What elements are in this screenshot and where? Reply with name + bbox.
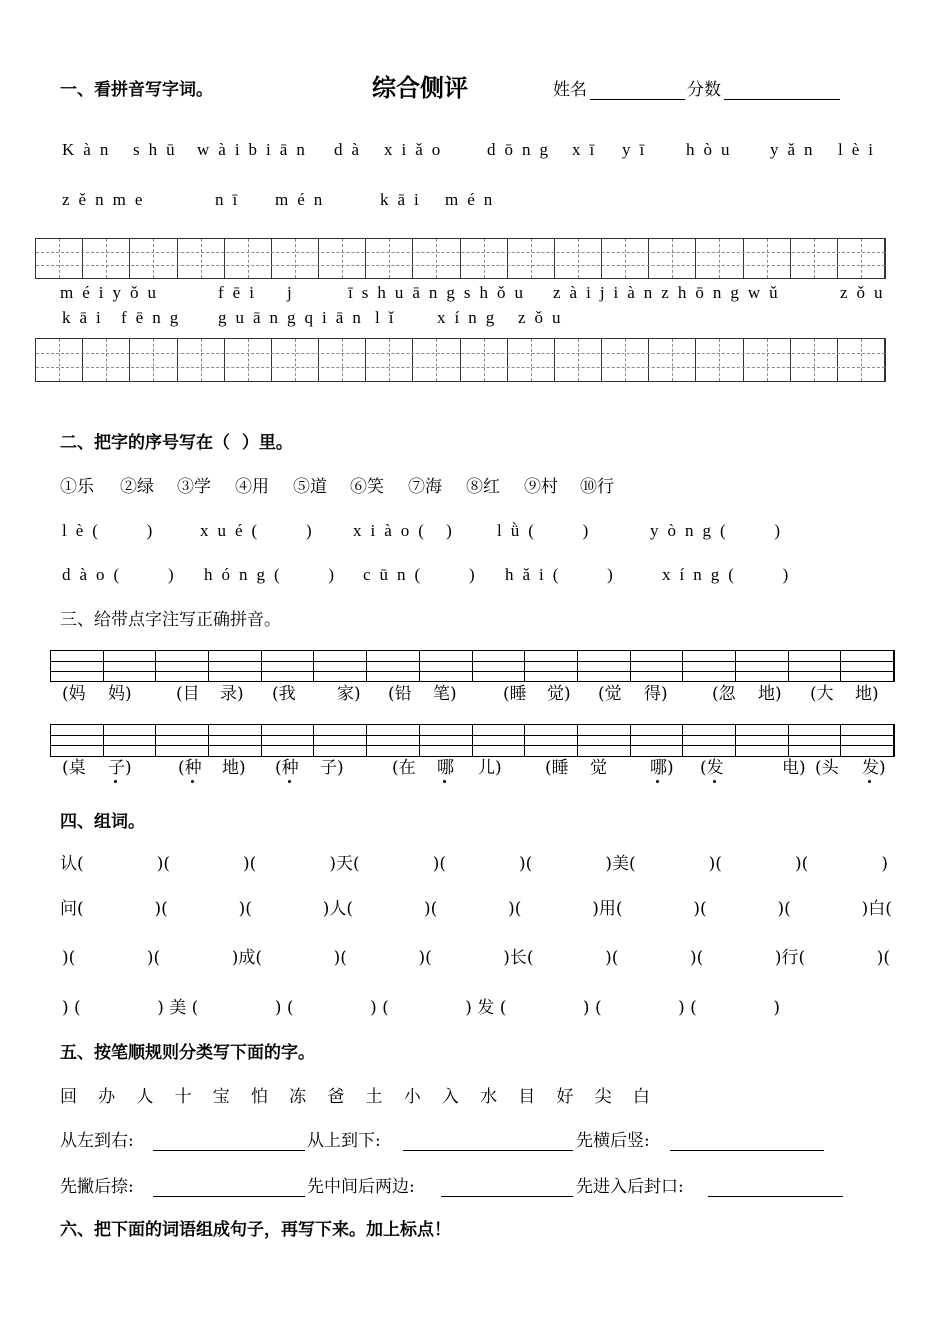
word-building-row	[62, 996, 780, 1020]
pinyin-cell	[209, 651, 262, 681]
word-char: (种	[178, 758, 202, 778]
word-slot: )(	[62, 948, 76, 968]
character: 土	[365, 1087, 383, 1107]
pinyin-word: fēi	[218, 283, 263, 302]
pinyin-cell	[525, 651, 578, 681]
pinyin-answer-slot: xíng( )	[662, 565, 798, 584]
writing-cell	[508, 339, 555, 381]
emphasis-dot	[868, 780, 871, 783]
word-char: (铅	[388, 684, 412, 704]
category-label: 先中间后两边:	[307, 1177, 415, 1197]
character: 尖	[594, 1087, 612, 1107]
section-4-heading: 四、组词。	[60, 812, 145, 832]
score-label: 分数	[687, 80, 721, 100]
word-char: (忽	[712, 684, 736, 704]
emphasis-dot	[656, 780, 659, 783]
pinyin-word: mén	[275, 190, 332, 209]
word-slot: )(	[777, 899, 791, 919]
writing-cell	[555, 339, 602, 381]
word-char: (觉	[598, 684, 622, 704]
writing-cell	[744, 239, 791, 278]
pinyin-cell	[367, 651, 420, 681]
pinyin-word: Kàn	[62, 140, 118, 159]
word-char: 哪)	[650, 758, 674, 778]
writing-cell	[791, 339, 838, 381]
numbered-character: ③学	[177, 477, 211, 497]
writing-cell	[649, 239, 696, 278]
pinyin-word: lǐ	[375, 308, 403, 327]
numbered-character: ⑨村	[524, 477, 558, 497]
answer-blank	[153, 1196, 305, 1197]
word-char: (我	[272, 684, 296, 704]
word-char: 觉	[590, 758, 607, 778]
pinyin-cell	[578, 651, 631, 681]
pinyin-cell	[473, 651, 526, 681]
word-slot: )(	[690, 948, 704, 968]
word-slot: ) 美 (	[157, 998, 199, 1018]
writing-cell	[838, 339, 885, 381]
writing-cell	[838, 239, 885, 278]
writing-cell	[225, 339, 272, 381]
writing-cell	[130, 239, 177, 278]
writing-cell	[366, 239, 413, 278]
pinyin-answer-slot: lǜ( )	[497, 521, 598, 540]
character: 爸	[327, 1087, 345, 1107]
character: 人	[136, 1087, 154, 1107]
word-char: (目	[176, 684, 200, 704]
category-label: 先进入后封口:	[576, 1177, 684, 1197]
pinyin-word: dōng	[487, 140, 557, 159]
guide-line	[36, 367, 885, 368]
pinyin-cell	[736, 725, 789, 756]
emphasis-dot	[443, 780, 446, 783]
writing-cell	[272, 339, 319, 381]
pinyin-cell	[631, 651, 684, 681]
word-slot: )	[773, 998, 780, 1018]
numbered-character: ⑩行	[580, 477, 614, 497]
character: 小	[403, 1087, 421, 1107]
pinyin-word: j	[287, 283, 301, 302]
word-slot: ) (	[274, 998, 294, 1018]
answer-blank	[403, 1150, 573, 1151]
numbered-character: ⑥笑	[350, 477, 384, 497]
word-char: (桌	[62, 758, 86, 778]
guide-line	[51, 745, 894, 746]
word-slot: )行(	[774, 948, 806, 968]
word-slot: )(	[519, 854, 533, 874]
emphasis-dot	[288, 780, 291, 783]
pinyin-answer-slot: xué( )	[200, 521, 321, 540]
word-slot: ) (	[370, 998, 389, 1018]
word-char: 觉)	[547, 684, 571, 704]
pinyin-cell	[314, 651, 367, 681]
section-6-heading: 六、把下面的词语组成句子，再写下来。加上标点！	[60, 1220, 451, 1240]
section-1-heading: 一、看拼音写字词。	[60, 80, 213, 100]
writing-cell	[696, 239, 743, 278]
character: 怕	[250, 1087, 268, 1107]
word-slot: )	[881, 854, 888, 874]
character: 水	[480, 1087, 498, 1107]
writing-cell	[83, 339, 130, 381]
pinyin-word: xíng	[437, 308, 504, 327]
pinyin-word: shū	[133, 140, 184, 159]
pinyin-cell	[683, 651, 736, 681]
answer-blank	[441, 1196, 573, 1197]
word-char: 录)	[220, 684, 244, 704]
pinyin-cell	[104, 725, 157, 756]
character: 白	[632, 1087, 650, 1107]
word-char: (种	[275, 758, 299, 778]
word-slot: )(	[156, 854, 170, 874]
word-slot: )(	[708, 854, 722, 874]
pinyin-word: kāi	[62, 308, 110, 327]
name-label: 姓名	[553, 80, 587, 100]
pinyin-cell	[51, 725, 104, 756]
writing-cell	[461, 339, 508, 381]
word-char: (睡	[503, 684, 527, 704]
answer-blank	[670, 1150, 824, 1151]
numbered-character: ⑦海	[408, 477, 442, 497]
emphasis-dot	[191, 780, 194, 783]
guide-line	[51, 661, 894, 662]
pinyin-cell	[51, 651, 104, 681]
pinyin-word: xiǎo	[384, 140, 450, 159]
word-char: 笔)	[433, 684, 457, 704]
pinyin-cell	[156, 651, 209, 681]
word-char: 地)	[855, 684, 879, 704]
writing-cell	[555, 239, 602, 278]
stroke-order-characters	[60, 1085, 671, 1109]
pinyin-word: zàijiànzhōngwǔ	[553, 283, 787, 302]
numbered-character: ⑧红	[466, 477, 500, 497]
pinyin-answer-slot: lè( )	[62, 521, 162, 540]
word-slot: )(	[243, 854, 257, 874]
word-char: 发)	[862, 758, 886, 778]
guide-line	[51, 735, 894, 736]
writing-cell	[83, 239, 130, 278]
pinyin-word: nī	[215, 190, 247, 209]
writing-cell	[319, 339, 366, 381]
word-building-row	[60, 852, 888, 876]
word-slot: )(	[605, 948, 619, 968]
emphasis-dot	[713, 780, 716, 783]
word-char: 地)	[222, 758, 246, 778]
writing-cell	[319, 239, 366, 278]
word-slot: ) (	[582, 998, 602, 1018]
pinyin-cell	[209, 725, 262, 756]
pinyin-answer-slot: dào( )	[62, 565, 183, 584]
pinyin-grid-2	[50, 724, 895, 757]
word-building-row	[62, 946, 890, 970]
word-slot: )(	[876, 948, 890, 968]
answer-blank	[708, 1196, 843, 1197]
word-char: (睡	[545, 758, 569, 778]
answer-blank	[153, 1150, 305, 1151]
pinyin-word: kāi	[380, 190, 428, 209]
name-blank	[590, 99, 685, 100]
word-char: 地)	[758, 684, 782, 704]
numbered-character: ④用	[235, 477, 269, 497]
word-char: 得)	[644, 684, 668, 704]
score-blank	[724, 99, 840, 100]
writing-cell	[272, 239, 319, 278]
character: 目	[518, 1087, 536, 1107]
word-char: 子)	[320, 758, 344, 778]
character: 冻	[289, 1087, 307, 1107]
word-building-row	[60, 897, 892, 921]
character: 好	[556, 1087, 574, 1107]
writing-cell	[649, 339, 696, 381]
writing-cell	[602, 239, 649, 278]
word-slot: )成(	[231, 948, 262, 968]
word-slot: )白(	[861, 899, 892, 919]
pinyin-cell	[104, 651, 157, 681]
writing-cell	[744, 339, 791, 381]
page-title: 综合侧评	[372, 73, 468, 102]
writing-cell	[225, 239, 272, 278]
word-char: (发	[700, 758, 724, 778]
word-slot: ) 发 (	[465, 998, 507, 1018]
pinyin-word: guāngqiān	[218, 308, 370, 327]
category-label: 先横后竖:	[576, 1131, 650, 1151]
pinyin-cell	[789, 651, 842, 681]
numbered-character: ①乐	[60, 477, 94, 497]
writing-cell	[36, 239, 83, 278]
word-slot: )(	[146, 948, 161, 968]
word-slot: )(	[423, 899, 438, 919]
word-char: 儿)	[478, 758, 502, 778]
pinyin-word: méiyǒu	[60, 283, 165, 302]
word-slot: )(	[693, 899, 707, 919]
word-slot: 问(	[60, 899, 84, 919]
word-char: (妈	[62, 684, 86, 704]
category-label: 从左到右:	[60, 1131, 134, 1151]
pinyin-answer-slot: cūn( )	[363, 565, 484, 584]
guide-line	[36, 265, 885, 266]
word-slot: )人(	[322, 899, 354, 919]
pinyin-cell	[841, 725, 894, 756]
pinyin-word: mén	[445, 190, 502, 209]
writing-cell	[791, 239, 838, 278]
character-grid-1	[35, 238, 886, 279]
word-slot: )天(	[329, 854, 360, 874]
word-char: (头	[815, 758, 839, 778]
word-slot: )用(	[592, 899, 623, 919]
pinyin-cell	[525, 725, 578, 756]
writing-cell	[461, 239, 508, 278]
word-char: 妈)	[108, 684, 132, 704]
pinyin-word: yī	[622, 140, 654, 159]
pinyin-cell	[841, 651, 894, 681]
word-slot: 认(	[60, 854, 84, 874]
pinyin-word: hòu	[686, 140, 739, 159]
writing-cell	[602, 339, 649, 381]
character-grid-2	[35, 338, 886, 382]
pinyin-word: yǎn	[770, 140, 822, 159]
word-slot: )(	[795, 854, 809, 874]
pinyin-cell	[367, 725, 420, 756]
pinyin-grid-1	[50, 650, 895, 682]
pinyin-cell	[789, 725, 842, 756]
pinyin-cell	[314, 725, 367, 756]
pinyin-word: īshuāngshǒu	[348, 283, 532, 302]
guide-line	[51, 671, 894, 672]
pinyin-word: xī	[572, 140, 604, 159]
word-slot: )(	[432, 854, 446, 874]
writing-cell	[508, 239, 555, 278]
word-char: 子)	[108, 758, 132, 778]
pinyin-word: zěnme	[62, 190, 152, 209]
section-2-heading: 二、把字的序号写在（ ）里。	[60, 433, 293, 453]
section-3-heading: 三、给带点字注写正确拼音。	[60, 610, 281, 630]
pinyin-word: zǒu	[840, 283, 892, 302]
numbered-character: ⑤道	[293, 477, 327, 497]
word-char: 哪	[437, 758, 454, 778]
character: 入	[441, 1087, 459, 1107]
word-slot: )长(	[503, 948, 534, 968]
writing-cell	[413, 239, 460, 278]
pinyin-word: zǒu	[518, 308, 570, 327]
writing-cell	[413, 339, 460, 381]
word-slot: )(	[333, 948, 347, 968]
emphasis-dot	[114, 780, 117, 783]
pinyin-cell	[262, 725, 315, 756]
pinyin-cell	[631, 725, 684, 756]
character: 宝	[212, 1087, 230, 1107]
writing-cell	[696, 339, 743, 381]
pinyin-cell	[420, 725, 473, 756]
word-slot: )(	[418, 948, 432, 968]
pinyin-answer-slot: yòng( )	[650, 521, 790, 540]
writing-cell	[178, 339, 225, 381]
word-char: (在	[392, 758, 416, 778]
pinyin-cell	[473, 725, 526, 756]
word-slot: )(	[154, 899, 168, 919]
pinyin-answer-slot: hǎi( )	[505, 565, 622, 584]
word-slot: )(	[238, 899, 252, 919]
pinyin-answer-slot: xiào( )	[353, 521, 461, 540]
character: 回	[60, 1087, 77, 1107]
pinyin-answer-slot: hóng( )	[204, 565, 344, 584]
guide-line	[36, 252, 885, 253]
pinyin-cell	[736, 651, 789, 681]
word-slot: ) (	[678, 998, 697, 1018]
word-slot: ) (	[62, 998, 81, 1018]
word-char: 家)	[337, 684, 361, 704]
writing-cell	[36, 339, 83, 381]
numbered-character: ②绿	[120, 477, 154, 497]
pinyin-cell	[156, 725, 209, 756]
writing-cell	[178, 239, 225, 278]
character: 十	[174, 1087, 192, 1107]
pinyin-word: fēng	[121, 308, 188, 327]
section-5-heading: 五、按笔顺规则分类写下面的字。	[60, 1043, 315, 1063]
pinyin-word: dà	[334, 140, 369, 159]
pinyin-cell	[262, 651, 315, 681]
word-slot: )(	[508, 899, 522, 919]
pinyin-word: wàibiān	[197, 140, 314, 159]
word-char: 电)	[782, 758, 806, 778]
pinyin-word: lèi	[838, 140, 882, 159]
word-char: (大	[810, 684, 834, 704]
writing-cell	[366, 339, 413, 381]
guide-line	[36, 353, 885, 354]
pinyin-cell	[683, 725, 736, 756]
pinyin-cell	[420, 651, 473, 681]
category-label: 先撇后捺:	[60, 1177, 134, 1197]
writing-cell	[130, 339, 177, 381]
character: 办	[98, 1087, 116, 1107]
category-label: 从上到下:	[307, 1131, 381, 1151]
word-slot: )美(	[605, 854, 636, 874]
pinyin-cell	[578, 725, 631, 756]
